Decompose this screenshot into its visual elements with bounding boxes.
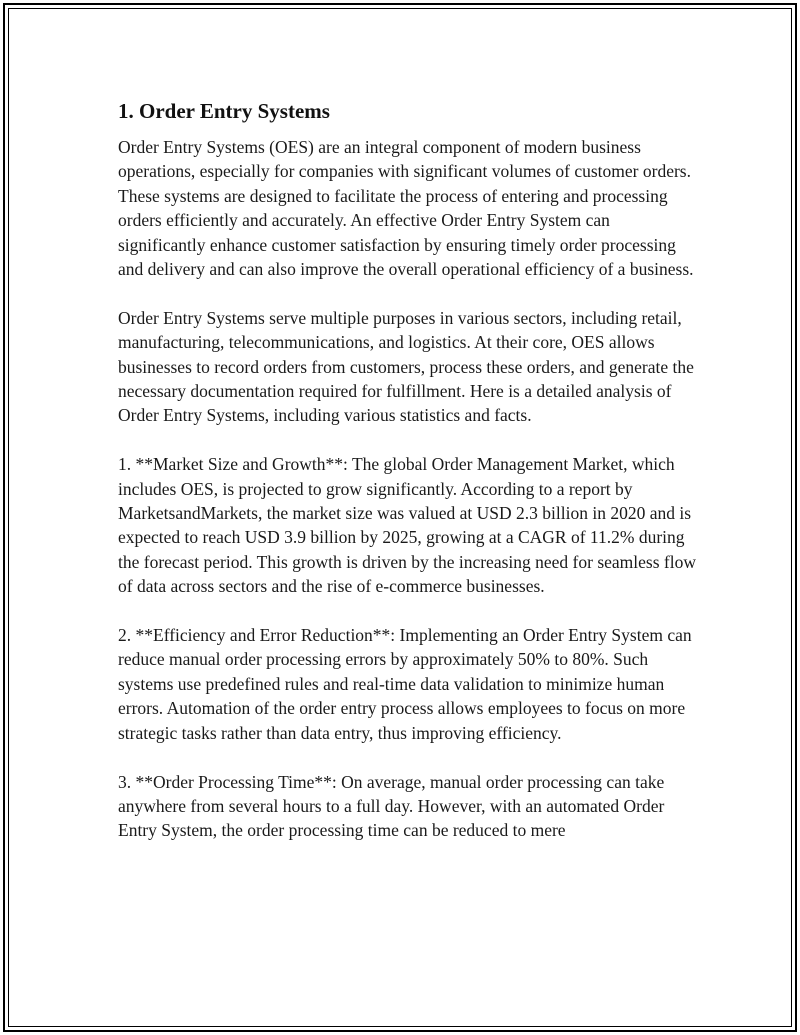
paragraph-processing-time: 3. **Order Processing Time**: On average, manual order processing can take anywhere from several hours to a full day. However, with an automated Order Entry System, the order processing time can be reduced to mere [118, 771, 665, 841]
document-page [3, 3, 797, 1032]
paragraph-purposes: Order Entry Systems serve multiple purposes in various sectors, including retail, manufacturing, telecommunications, and logistics. At their core, OES allows businesses to record orders from customers, process these orders, and generate the necessary documentation required for fulfillment. Here is a detailed analysis of Order Entry Systems, including various statistics and facts. [118, 307, 694, 426]
paragraph-market-size: 1. **Market Size and Growth**: The global Order Management Market, which includes OES, is projected to grow significantly. According to a report by MarketsandMarkets, the market size was valued at USD 2.3 billion in 2020 and is expected to reach USD 3.9 billion by 2025, growing at a CAGR of 11.2% during the forecast period. This growth is driven by the increasing need for seamless flow of data across sectors and the rise of e-commerce businesses. [118, 454, 696, 597]
section-heading: 1. Order Entry Systems [118, 99, 330, 123]
paragraph-efficiency: 2. **Efficiency and Error Reduction**: Implementing an Order Entry System can reduce manual order processing errors by approximately 50% to 80%. Such systems use predefined rules and real-time data validation to minimize human errors. Automation of the order entry process allows employees to focus on more strategic tasks rather than data entry, thus improving efficiency. [118, 625, 692, 743]
paragraph-intro: Order Entry Systems (OES) are an integral component of modern business operations, especially for companies with significant volumes of customer orders. These systems are designed to facilitate the process of entering and processing orders efficiently and accurately. An effective Order Entry System can significantly enhance customer satisfaction by ensuring timely order processing and delivery and can also improve the overall operational efficiency of a business. [118, 137, 694, 280]
document-body [118, 97, 698, 867]
